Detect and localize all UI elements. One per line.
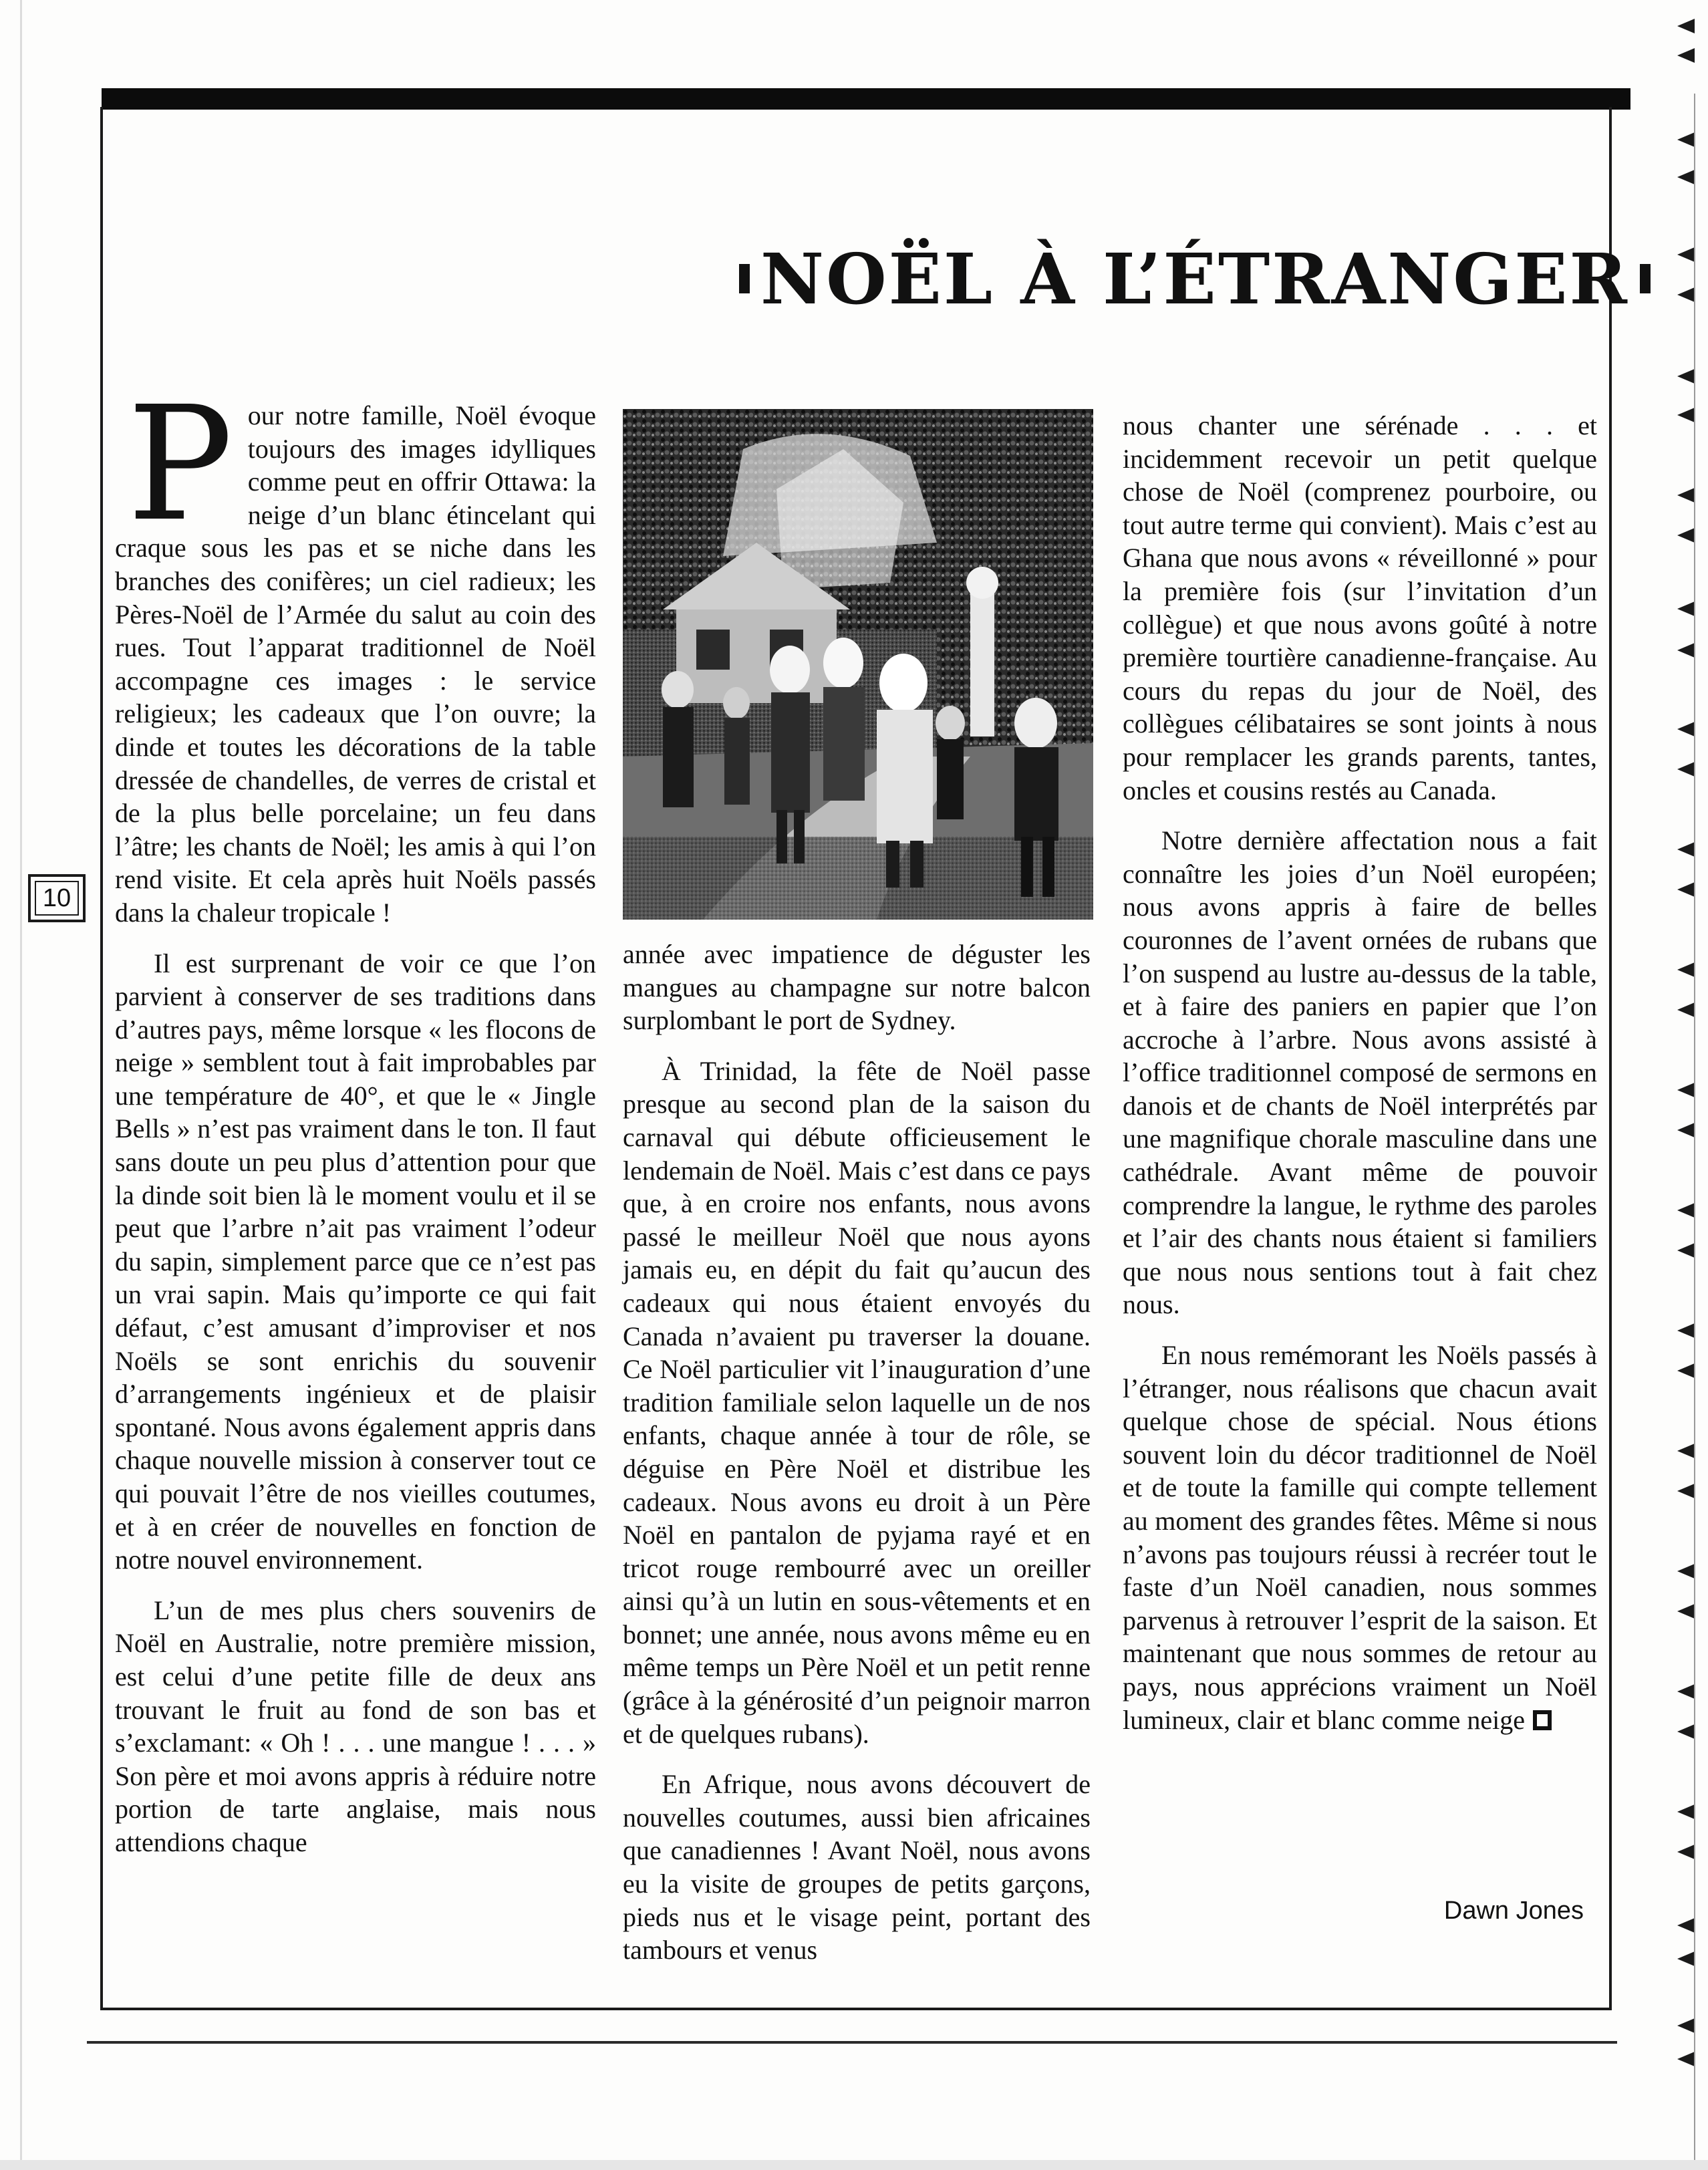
- binder-arrow-icon: [1677, 1323, 1700, 1338]
- paragraph: En Afrique, nous avons découvert de nouvelles coutumes, aussi bien africaines que canadiennes ! Avant Noël, nous avons eu la visite de groupes de petits garçons, pieds nus et le visage peint, portant des tambours et venus: [623, 1769, 1091, 1965]
- binder-arrow-icon: [1677, 488, 1700, 503]
- binder-arrow-icon: [1677, 1083, 1700, 1097]
- binder-arrow-icon: [1677, 528, 1700, 543]
- binder-arrow-icon: [1677, 722, 1700, 736]
- binder-arrow-icon: [1677, 1804, 1700, 1819]
- paragraph: Il est surprenant de voir ce que l’on parvient à conserver de ses traditions dans d’autres pays, même lorsque « les flocons de neige » semblent tout à fait improbables par une température de 40°, et que le « Jingle Bells » n’est pas vraiment dans le ton. Il faut sans doute un peu plus d’attention pour que la dinde soit bien là le moment voulu et il se peut que l’arbre n’ait pas vraiment l’odeur du sapin, simplement parce que ce n’est pas un vrai sapin. Mais qu’importe ce qui fait défaut, c’est amusant d’improviser et nos Noëls se sont enrichis du souvenir d’arrangements ingénieux et de plaisir spontané. Nous avons également appris dans chaque nouvelle mission à conserver tout ce qui pouvait l’être de nos vieilles coutumes, et à en créer de nouvelles en fonction de notre nouvel environnement.: [115, 948, 596, 1575]
- binder-arrow-icon: [1677, 1684, 1700, 1699]
- paragraph: [1123, 1339, 1597, 1736]
- binder-arrow-icon: [1677, 408, 1700, 422]
- binder-arrow-icon: [1677, 1363, 1700, 1378]
- binder-arrow-icon: [1677, 1002, 1700, 1017]
- paragraph: nous chanter une sérénade . . . et incidemment recevoir un petit quelque chose de Noël (comprenez pourboire, ou tout autre terme qui convient). Mais c’est au Ghana que nous avons « réveillonné » pour la première fois (sur l’invitation d’un collègue) et que nous avons goûté à notre première tourtière canadienne-française. Au cours du repas du jour de Noël, des collègues célibataires se sont joints à nous pour remplacer les grands parents, tantes, oncles et cousins restés au Canada.: [1123, 410, 1597, 805]
- drop-cap: P: [127, 372, 233, 556]
- page-number-box: [28, 874, 86, 922]
- binder-arrow-icon: [1677, 882, 1700, 897]
- scan-right-edge: [1694, 94, 1695, 2165]
- binder-arrow-icon: [1677, 1845, 1700, 1859]
- binder-arrow-icon: [1677, 1123, 1700, 1137]
- binder-arrow-icon: [1677, 170, 1700, 184]
- article-title-block: [728, 235, 1629, 322]
- frame-bottom-rule: [87, 2041, 1617, 2044]
- paragraph: L’un de mes plus chers souvenirs de Noël en Australie, notre première mission, est celui d’une petite fille de deux ans trouvant le fruit au fond de son bas et s’exclamant: « Oh ! . . . une mangue ! . . . » Son père et moi avons appris à réduire notre portion de tarte anglaise, mais nous attendions chaque: [115, 1595, 596, 1857]
- binder-arrow-icon: [1677, 1444, 1700, 1458]
- paragraph: À Trinidad, la fête de Noël passe presque au second plan de la saison du carnaval qui débute officieusement le lendemain de Noël. Mais c’est dans ce pays que, à en croire nos enfants, nous avons passé le meilleur Noël que nous ayons jamais eu, en dépit du fait qu’aucun des cadeaux qui nous étaient envoyés du Canada n’avaient pu traverser la douane. Ce Noël particulier vit l’inauguration d’une tradition familiale selon laquelle un de nos enfants, chaque année à tour de rôle, se déguise en Père Noël et distribue les cadeaux. Nous avons eu droit à un Père Noël en pantalon de pyjama rayé et en tricot rouge rembourré avec un oreiller ainsi qu’à un lutin en sous-vêtements et en bonnet; une année, nous avons même eu en même temps un Père Noël et un petit renne (grâce à la générosité d’un peignoir marron et de quelques rubans).: [623, 1055, 1091, 1749]
- binder-arrow-icon: [1677, 601, 1700, 616]
- binder-arrow-icon: [1677, 1484, 1700, 1498]
- scan-bottom-edge: [0, 2160, 1708, 2170]
- binder-arrow-icon: [1677, 762, 1700, 777]
- binder-arrow-icon: [1677, 1604, 1700, 1619]
- binder-arrow-icon: [1677, 247, 1700, 262]
- binder-arrow-icon: [1677, 287, 1700, 302]
- binder-arrow-icon: [1677, 132, 1700, 147]
- binder-arrow-icon: [1677, 1564, 1700, 1579]
- binder-arrow-icon: [1677, 369, 1700, 384]
- binder-arrow-icon: [1677, 2018, 1700, 2033]
- article-column-1: [115, 372, 596, 1877]
- title-square-left-icon: [739, 264, 750, 293]
- binder-arrow-icon: [1677, 1918, 1700, 1933]
- author-byline: Dawn Jones: [1443, 1897, 1584, 1925]
- paragraph-text: our notre famille, Noël évoque toujours des images idylliques comme peut en offrir Ottawa: la neige d’un blanc étincelant qui craque sous les pas et se niche dans les branches des conifères; un ciel radieux; les Pères-Noël de l’Armée du salut au coin des rues. Tout l’apparat traditionnel de Noël accompagne ces images : le service religieux; les cadeaux que l’on ouvre; la dinde et toutes les décorations de la table dressée de chandelles, de verres de cristal et de la plus belle porcelaine; un feu dans l’âtre; les chants de Noël; les amis à qui l’on rend visite. Et cela après huit Noëls passés dans la chaleur tropicale !: [115, 400, 596, 928]
- binder-arrow-icon: [1677, 1724, 1700, 1739]
- binder-arrow-icon: [1677, 1951, 1700, 1966]
- scan-left-edge: [20, 0, 22, 2170]
- article-photo: [623, 409, 1093, 920]
- binder-arrow-icon: [1677, 643, 1700, 658]
- paragraph: année avec impatience de déguster les mangues au champagne sur notre balcon surplombant le port de Sydney.: [623, 939, 1091, 1036]
- binder-arrow-icon: [1677, 48, 1700, 63]
- binder-arrow-icon: [1677, 2052, 1700, 2066]
- paragraph: [115, 372, 596, 930]
- title-square-right-icon: [1640, 264, 1651, 293]
- binder-arrow-icon: [1677, 962, 1700, 977]
- binder-arrow-icon: [1677, 1243, 1700, 1258]
- article-title: NOËL À L’ÉTRANGER: [760, 237, 1629, 320]
- binder-arrow-icon: [1677, 842, 1700, 857]
- page-number: 10: [42, 884, 72, 912]
- paragraph: Notre dernière affectation nous a fait connaître les joies d’un Noël européen; nous avons appris à faire de belles couronnes de l’avent ornées de rubans que l’on suspend au lustre au-dessus de la table, et à faire des paniers en papier que l’on accroche à l’arbre. Nous avons assisté à l’office traditionnel composé de sermons en danois et de chants de Noël interprétés par une magnifique chorale masculine dans une cathédrale. Avant même de pouvoir comprendre la langue, le rythme des paroles et l’air des chants nous étaient si familiers que nous nous sentions tout à fait chez nous.: [1123, 825, 1597, 1320]
- photo-children-in-masks: [623, 409, 1093, 920]
- binder-arrow-icon: [1677, 1203, 1700, 1218]
- binder-marks: [1671, 0, 1708, 2170]
- article-column-3: [1123, 409, 1597, 1754]
- paragraph-text: En nous remémorant les Noëls passés à l’étranger, nous réalisons que chacun avait quelque chose de spécial. Nous étions souvent loin du décor traditionnel de Noël et de toute la famille qui compte tellement au moment des grandes fêtes. Même si nous n’avons pas toujours réussi à recréer tout le faste d’un Noël canadien, nous sommes parvenus à retrouver l’esprit de la saison. Et maintenant que nous sommes de retour au pays, nous apprécions vraiment un Noël lumineux, clair et blanc comme neige: [1123, 1340, 1597, 1735]
- binder-arrow-icon: [1677, 19, 1700, 33]
- article-column-2: [623, 938, 1091, 1984]
- end-mark-square-icon: [1533, 1710, 1552, 1730]
